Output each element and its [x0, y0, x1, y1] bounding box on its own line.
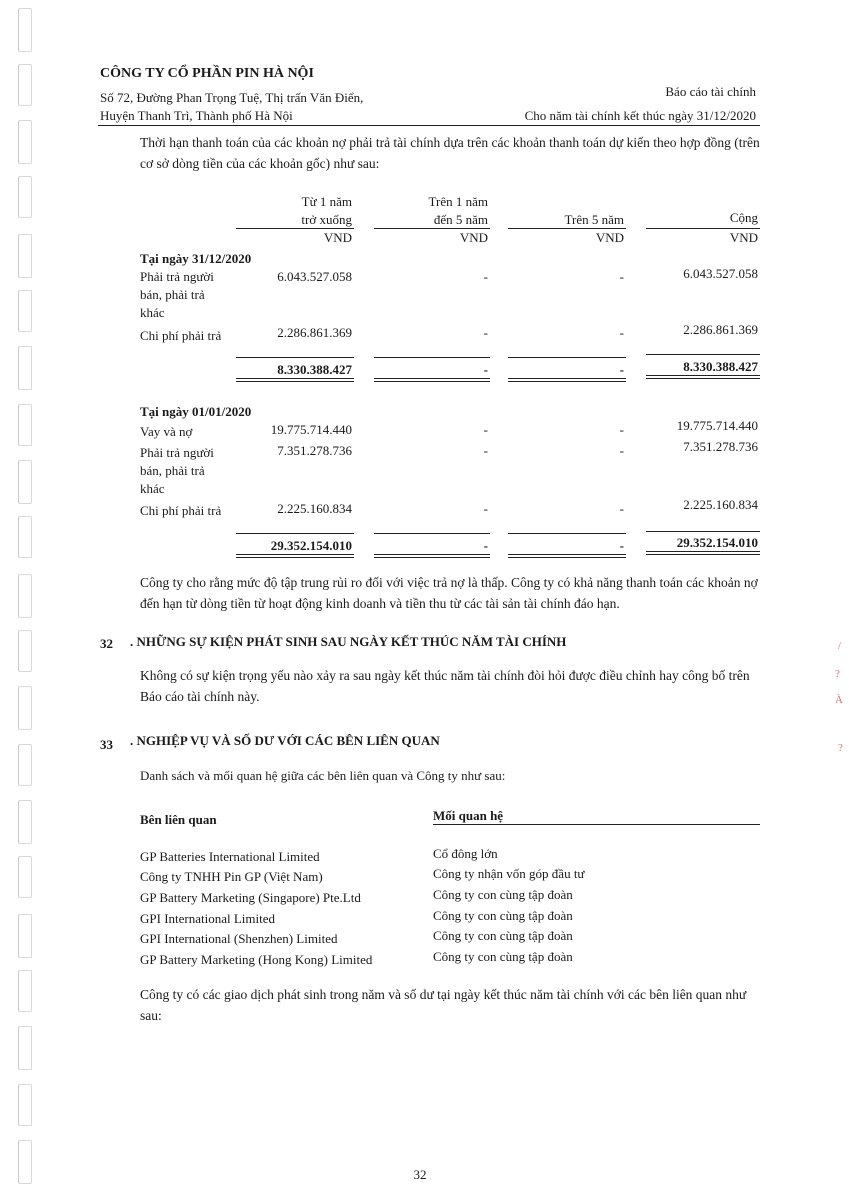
subtotal-rule-col3: [508, 533, 626, 534]
relationship-header: Mối quan hệ: [433, 808, 504, 823]
row-label-line2: bán, phải trả: [140, 463, 205, 478]
total-col4: 8.330.388.427: [683, 359, 758, 374]
row-label-line3: khác: [140, 481, 165, 496]
cell-col3: -: [619, 422, 624, 437]
col4-unit: VND: [729, 230, 758, 245]
cell-col2: -: [483, 325, 488, 340]
section-33-title: . NGHIỆP VỤ VÀ SỐ DƯ VỚI CÁC BÊN LIÊN QUAN: [130, 733, 440, 748]
party-name: GP Batteries International Limited: [140, 849, 320, 864]
address-line-2: Huyện Thanh Trì, Thành phố Hà Nội: [100, 108, 293, 123]
total-col2: -: [483, 362, 488, 377]
cell-col3: -: [619, 269, 624, 284]
total-col1: 8.330.388.427: [277, 362, 352, 377]
subtotal-rule-col3: [508, 357, 626, 358]
header-underline-col3: [508, 228, 626, 229]
row-label-line1: Phải trả người: [140, 269, 214, 284]
subtotal-rule-col2: [374, 357, 490, 358]
subtotal-rule-col4: [646, 531, 760, 532]
subtotal-rule-col1: [236, 533, 354, 534]
row-label-line1: Vay và nợ: [140, 424, 193, 439]
total-double-rule-col1: [236, 378, 354, 382]
cell-col4: 6.043.527.058: [683, 266, 758, 281]
cell-col4: 2.225.160.834: [683, 497, 758, 512]
page-number: 32: [413, 1167, 427, 1182]
risk-note-paragraph: Công ty cho rằng mức độ tập trung rủi ro đối với việc trả nợ là thấp. Công ty có khả năng thanh toán các khoản nợ đến hạn từ dòng tiền từ hoạt động kinh doanh và tiền thu từ các tài sản tài chính đáo hạn.: [140, 575, 758, 611]
cell-col1: 2.286.861.369: [277, 325, 352, 340]
header-rule: [98, 125, 760, 126]
col1-header-line1: Từ 1 năm: [301, 194, 352, 209]
row-label-line1: Chi phí phải trả: [140, 328, 222, 343]
col2-header-line1: Trên 1 năm: [428, 194, 488, 209]
header-underline-col4: [646, 228, 760, 229]
total-double-rule-col3: [508, 554, 626, 558]
total-col2: -: [483, 538, 488, 553]
header-underline-col1: [236, 228, 354, 229]
section-33-closing: Công ty có các giao dịch phát sinh trong năm và số dư tại ngày kết thúc năm tài chính với các bên liên quan như sau:: [140, 987, 747, 1023]
party-name: GPI International (Shenzhen) Limited: [140, 931, 338, 946]
cell-col2: -: [483, 422, 488, 437]
total-double-rule-col4: [646, 375, 760, 379]
row-label-line1: Phải trả người: [140, 445, 214, 460]
cell-col1: 7.351.278.736: [277, 443, 352, 458]
section-32-body: Không có sự kiện trọng yếu nào xảy ra sau ngày kết thúc năm tài chính đòi hỏi được điều chỉnh hay công bố trên Báo cáo tài chính này.: [140, 668, 750, 704]
col2-unit: VND: [459, 230, 488, 245]
total-double-rule-col1: [236, 554, 354, 558]
cell-col4: 2.286.861.369: [683, 322, 758, 337]
total-col3: -: [619, 362, 624, 377]
cell-col1: 19.775.714.440: [270, 422, 352, 437]
row-label-line2: bán, phải trả: [140, 287, 205, 302]
party-name: GP Battery Marketing (Hong Kong) Limited: [140, 952, 373, 967]
total-col4: 29.352.154.010: [676, 535, 758, 550]
col4-header: Cộng: [729, 210, 758, 225]
col3-unit: VND: [595, 230, 624, 245]
party-name: Công ty TNHH Pin GP (Việt Nam): [140, 869, 323, 884]
relationship-header-rule: [433, 824, 760, 825]
col2-header-line2: đến 5 năm: [433, 212, 488, 227]
party-name: GP Battery Marketing (Singapore) Pte.Ltd: [140, 890, 361, 905]
total-double-rule-col4: [646, 551, 760, 555]
report-period: Cho năm tài chính kết thúc ngày 31/12/2020: [524, 108, 756, 123]
party-relation: Công ty nhận vốn góp đầu tư: [433, 866, 585, 881]
party-name: GPI International Limited: [140, 911, 276, 926]
subtotal-rule-col1: [236, 357, 354, 358]
header-underline-col2: [374, 228, 490, 229]
total-double-rule-col3: [508, 378, 626, 382]
cell-col1: 2.225.160.834: [277, 501, 352, 516]
section-title-2020-12-31: Tại ngày 31/12/2020: [140, 251, 252, 266]
cell-col2: -: [483, 443, 488, 458]
cell-col3: -: [619, 501, 624, 516]
address-line-1: Số 72, Đường Phan Trọng Tuệ, Thị trấn Văn Điển,: [100, 90, 364, 105]
col1-header-line2: trở xuống: [301, 212, 352, 227]
subtotal-rule-col4: [646, 354, 760, 355]
cell-col2: -: [483, 501, 488, 516]
total-double-rule-col2: [374, 378, 490, 382]
subtotal-rule-col2: [374, 533, 490, 534]
total-col1: 29.352.154.010: [270, 538, 352, 553]
cell-col2: -: [483, 269, 488, 284]
party-relation: Công ty con cùng tập đoàn: [433, 928, 573, 943]
cell-col4: 7.351.278.736: [683, 439, 758, 454]
section-32-number: 32: [100, 636, 113, 651]
cell-col3: -: [619, 325, 624, 340]
cell-col4: 19.775.714.440: [676, 418, 758, 433]
section-title-2020-01-01: Tại ngày 01/01/2020: [140, 404, 252, 419]
intro-paragraph: Thời hạn thanh toán của các khoản nợ phải trả tài chính dựa trên các khoản thanh toán dự kiến theo hợp đồng (trên cơ sở dòng tiền của các khoản gốc) như sau:: [140, 135, 760, 171]
section-32-title: . NHỮNG SỰ KIỆN PHÁT SINH SAU NGÀY KẾT THÚC NĂM TÀI CHÍNH: [130, 634, 567, 649]
related-party-header: Bên liên quan: [140, 812, 217, 827]
total-double-rule-col2: [374, 554, 490, 558]
party-relation: Công ty con cùng tập đoàn: [433, 887, 573, 902]
party-relation: Cổ đông lớn: [433, 846, 498, 861]
party-relation: Công ty con cùng tập đoàn: [433, 949, 573, 964]
cell-col1: 6.043.527.058: [277, 269, 352, 284]
company-name: CÔNG TY CỔ PHẦN PIN HÀ NỘI: [100, 66, 314, 81]
party-relation: Công ty con cùng tập đoàn: [433, 908, 573, 923]
section-33-number: 33: [100, 737, 113, 752]
col1-unit: VND: [323, 230, 352, 245]
row-label-line1: Chi phí phải trả: [140, 503, 222, 518]
col3-header: Trên 5 năm: [564, 212, 624, 227]
report-title: Báo cáo tài chính: [665, 84, 756, 99]
total-col3: -: [619, 538, 624, 553]
section-33-intro: Danh sách và mối quan hệ giữa các bên liên quan và Công ty như sau:: [140, 768, 506, 783]
cell-col3: -: [619, 443, 624, 458]
row-label-line3: khác: [140, 305, 165, 320]
